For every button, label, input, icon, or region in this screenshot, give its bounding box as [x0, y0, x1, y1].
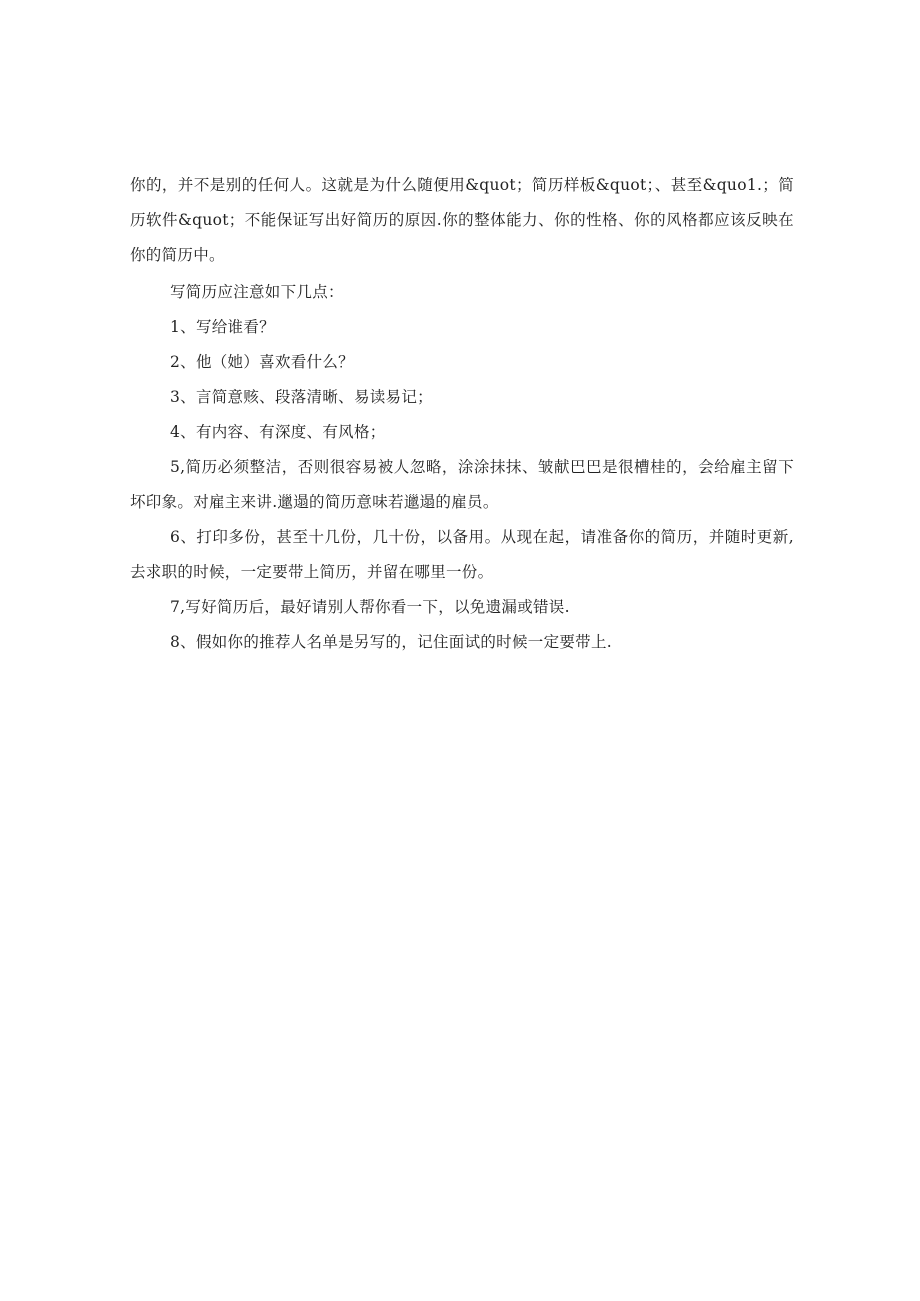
- list-item-6: 6、打印多份，甚至十几份，几十份，以备用。从现在起，请准备你的简历，并随时更新,去求职的时候，一定要带上简历，并留在哪里一份。: [130, 528, 794, 581]
- document-page: [130, 168, 794, 660]
- list-item-3: 3、言简意赅、段落清晰、易读易记；: [170, 388, 433, 406]
- paragraph-intro-continuation: 你的，并不是别的任何人。这就是为什么随便用&quot；简历样板&quot；、甚至&quo1.；简历软件&quot；不能保证写出好简历的原因.你的整体能力、你的性格、你的风格都应该反映在你的简历中。: [130, 176, 794, 264]
- list-item-2: 2、他（她）喜欢看什么？: [170, 353, 354, 371]
- list-item-4: 4、有内容、有深度、有风格；: [170, 423, 386, 441]
- list-item-8: 8、假如你的推荐人名单是另写的，记住面试的时候一定要带上.: [170, 633, 612, 651]
- list-item-5: 5,简历必须整洁，否则很容易被人忽略，涂涂抹抹、皱献巴巴是很槽桂的，会给雇主留下坏印象。对雇主来讲.邋遢的简历意味若邋遢的雇员。: [130, 458, 794, 511]
- paragraph-heading-tips: 写简历应注意如下几点：: [170, 283, 344, 301]
- list-item-1: 1、写给谁看？: [170, 318, 275, 336]
- list-item-7: 7,写好简历后，最好请别人帮你看一下，以免遗漏或错误.: [170, 598, 570, 616]
